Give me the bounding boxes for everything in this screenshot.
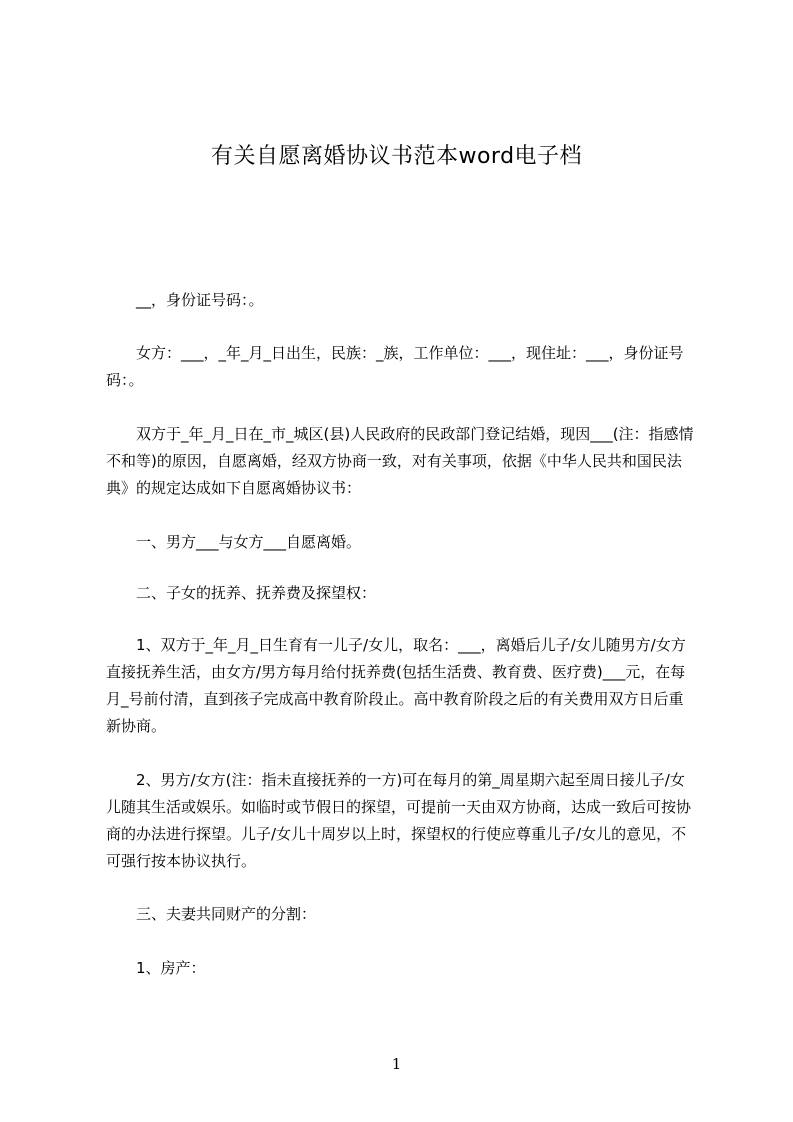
paragraph-real-estate: 1、房产： <box>136 959 206 977</box>
page-number: 1 <box>391 1055 402 1073</box>
paragraph-marriage-intro: 双方于_年_月_日在_市_城区(县)人民政府的民政部门登记结婚，现因___(注：指感情不和等)的原因，自愿离婚，经双方协商一致，对有关事项，依据《中华人民共和国民法典》的规定达成如下自愿离婚协议书： <box>106 425 694 497</box>
paragraph-clause-1: 一、男方___与女方___自愿离婚。 <box>136 533 362 551</box>
paragraph-wife-info: 女方：___，_年_月_日出生，民族：_族，工作单位：___，现住址：___，身份证号码：。 <box>106 344 684 389</box>
document-title: 有关自愿离婚协议书范本word电子档 <box>210 144 583 169</box>
paragraph-id-number: __，身份证号码：。 <box>136 291 264 309</box>
paragraph-clause-3-heading: 三、夫妻共同财产的分割： <box>136 905 317 923</box>
paragraph-visitation: 2、男方/女方(注：指未直接抚养的一方)可在每月的第_周星期六起至周日接儿子/女儿随其生活或娱乐。如临时或节假日的探望，可提前一天由双方协商，达成一致后可按协商的办法进行探望。儿子/女儿十周岁以上时，探望权的行使应尊重儿子/女儿的意见，不可强行按本协议执行。 <box>106 771 692 870</box>
paragraph-clause-2-heading: 二、子女的抚养、抚养费及探望权： <box>136 584 377 602</box>
paragraph-child-support: 1、双方于_年_月_日生育有一儿子/女儿，取名：___，离婚后儿子/女儿随男方/女方直接抚养生活，由女方/男方每月给付抚养费(包括生活费、教育费、医疗费)___元，在每月_号前付清，直到孩子完成高中教育阶段止。高中教育阶段之后的有关费用双方日后重新协商。 <box>106 636 686 735</box>
